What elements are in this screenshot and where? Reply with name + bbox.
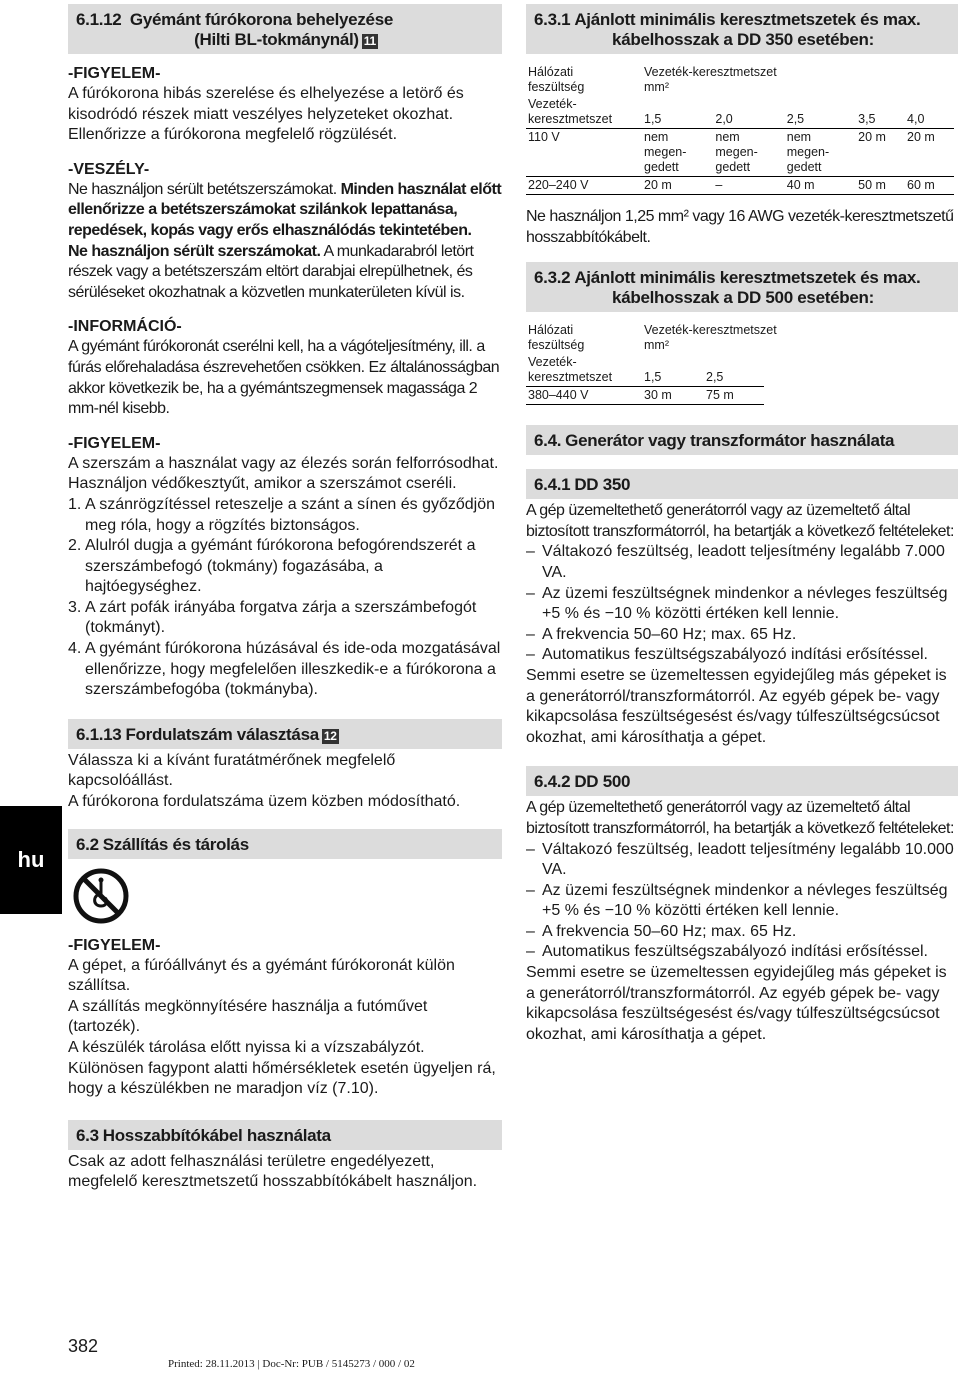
paragraph: A készülék tárolása előtt nyissa ki a vízszabályzót. Különösen fagypont alatti hőmérsékletek esetén ügyeljen rá, hogy a készülékben ne maradjon víz (7.10). — [68, 1039, 496, 1098]
cell — [526, 96, 642, 129]
danger-lead-2: Ne használjon sérült szerszámokat. — [68, 242, 321, 260]
section-number: 6.4.1 — [534, 475, 571, 495]
section-number: 6.4. — [534, 431, 562, 451]
warning-label-2: -FIGYELEM- — [68, 434, 161, 452]
section-number: 6.1.12 — [76, 10, 122, 29]
cell — [642, 129, 713, 177]
cell: 220–240 V — [526, 177, 642, 195]
danger-text-2: A munkadarabról letört részek vagy a betétszerszám eltört darabjai elrepülhetnek, és sérüléseket okozhatnak a közvetlen munkaterületen kívül is. — [68, 242, 474, 301]
list-item: – Automatikus feszültségszabályozó indítási erősítéssel. — [526, 645, 958, 666]
section-subtitle: kábelhosszak a DD 500 esetében: — [612, 288, 874, 308]
danger-emphasis-1: Minden használat előtt ellenőrizze a betétszerszámokat szilánkok lepattanása, repedések, kopás vagy erős elhasználódás tekintetében. — [68, 180, 502, 239]
cell: 40 m — [785, 177, 856, 195]
cell-text: nem — [786, 130, 812, 144]
no-crane-hook-sign-icon — [72, 867, 502, 930]
step-text: A zárt pofák irányába forgatva zárja a szerszámbefogót (tokmányt). — [85, 598, 477, 637]
section-number: 6.4.2 — [534, 772, 571, 792]
cell-text: megen- — [644, 145, 687, 159]
header-cell — [642, 322, 954, 354]
step-item — [68, 598, 502, 639]
section-number: 6.1.13 — [76, 724, 122, 744]
step-item — [68, 639, 502, 701]
cable-table-dd350 — [526, 64, 954, 195]
section-6-1-13-heading — [68, 719, 502, 749]
cell: 20 m — [905, 129, 954, 177]
header-text: feszültség — [528, 80, 585, 94]
cell: 1,5 — [642, 354, 704, 387]
cell-text: keresztmetszet — [528, 112, 613, 126]
cell-text: megen- — [786, 145, 830, 159]
section-6-4-heading — [526, 425, 958, 455]
header-text: Vezeték-keresztmetszet — [644, 65, 777, 79]
header-text: mm² — [644, 338, 669, 353]
step-item — [68, 495, 502, 536]
section-title: DD 350 — [574, 475, 631, 495]
paragraph: Semmi esetre se üzemeltessen egyidejűleg más gépeket is a generátorról/transzformátorról. Az egyéb gépek be- vagy kikapcsolása feszültségesést és/vagy túlfeszültségcsúcsot okozhat, ami károsíthatja a gépet. — [526, 666, 947, 746]
print-footer: Printed: 28.11.2013 | Doc-Nr: PUB / 5145273 / 000 / 02 — [168, 1358, 415, 1370]
list-item: – Automatikus feszültségszabályozó indítási erősítéssel. — [526, 942, 958, 963]
warning-label: -FIGYELEM- — [68, 65, 161, 82]
section-title: Ajánlott minimális keresztmetszetek és max. — [574, 268, 921, 288]
paragraph: Semmi esetre se üzemeltessen egyidejűleg más gépeket is a generátorról/transzformátorról. Az egyéb gépek be- vagy kikapcsolása feszültségesést és/vagy túlfeszültségcsúcsot okozhat, ami károsíthatja a gépet. — [526, 964, 947, 1043]
danger-paragraph-1 — [68, 180, 502, 242]
cell: 50 m — [856, 177, 905, 195]
paragraph: A gép üzemeltethető generátorról vagy az üzemeltető által biztosított transzformátorról, ha betartják a következő feltételeket: — [526, 502, 954, 540]
section-title: Szállítás és tárolás — [102, 834, 249, 854]
cable-note: Ne használjon 1,25 mm² vagy 16 AWG vezeték-keresztmetszetű hosszabbítókábelt. — [526, 208, 954, 246]
header-text: Hálózati — [528, 65, 574, 79]
section-title: Hosszabbítókábel használata — [102, 1125, 331, 1145]
section-number: 6.2 — [76, 834, 99, 854]
cell-text: nem — [715, 130, 740, 144]
cell: 1,5 — [642, 96, 713, 129]
table-header-row — [526, 322, 954, 354]
cell-text: keresztmetszet — [528, 370, 613, 385]
table-row — [526, 177, 954, 195]
cell-text: megen- — [715, 145, 758, 159]
step-text: A szánrögzítéssel reteszelje a szánt a sínen és győződjön meg róla, hogy a rögzítés biztonságos. — [85, 495, 496, 534]
table-row — [526, 96, 954, 129]
table-row — [526, 354, 954, 387]
conditions-list — [526, 542, 958, 666]
section-6-3-1-heading — [526, 4, 958, 54]
cell-text: gedett — [715, 160, 751, 174]
steps-list — [68, 495, 502, 701]
danger-lead-1: Ne használjon sérült betétszerszámokat. — [68, 180, 337, 198]
paragraph: A szállítás megkönnyítésére használja a futóművet (tartozék). — [68, 997, 428, 1036]
step-item — [68, 536, 502, 598]
figure-ref-badge: 11 — [363, 34, 376, 48]
list-item: – Váltakozó feszültség, leadott teljesítmény legalább 7.000 VA. — [526, 542, 958, 583]
section-6-3-2-heading — [526, 262, 958, 312]
header-text: Hálózati — [528, 323, 574, 338]
section-number: 6.3.1 — [534, 10, 571, 29]
info-label: -INFORMÁCIÓ- — [68, 318, 182, 336]
section-6-1-12-heading — [68, 4, 502, 54]
header-cell — [526, 64, 642, 96]
section-title: DD 500 — [574, 772, 631, 792]
step-text: Alulról dugja a gyémánt fúrókorona befogórendszerét a szerszámbefogó (tokmány) fogazásába, a hajtóegységhez. — [85, 537, 476, 596]
page-number: 382 — [68, 1336, 99, 1356]
section-number: 6.3 — [76, 1125, 99, 1145]
table-header-row — [526, 64, 954, 96]
list-item: – A frekvencia 50–60 Hz; max. 65 Hz. — [526, 625, 958, 646]
cell — [785, 129, 856, 177]
header-text: Vezeték-keresztmetszet — [644, 323, 777, 338]
warning-text-2: A szerszám a használat vagy az élezés során felforrósodhat. Használjon védőkesztyűt, amikor a szerszámot cseréli. — [68, 454, 499, 493]
paragraph: Csak az adott felhasználási területre engedélyezett, megfelelő keresztmetszetű hosszabbítókábelt használjon. — [68, 1152, 478, 1191]
language-tab — [0, 806, 62, 914]
cell: – — [713, 177, 784, 195]
section-title: Fordulatszám választása — [125, 724, 319, 744]
cell: 4,0 — [905, 96, 954, 129]
table-row — [526, 129, 954, 177]
warning-label-3: -FIGYELEM- — [68, 936, 161, 954]
list-item: – A frekvencia 50–60 Hz; max. 65 Hz. — [526, 922, 958, 943]
cell-text: gedett — [644, 160, 679, 174]
list-item: – Az üzemi feszültségnek mindenkor a névleges feszültség +5 % és −10 % közötti értéken kell lennie. — [526, 881, 958, 922]
section-subtitle: kábelhosszak a DD 350 esetében: — [612, 30, 874, 49]
cell: 380–440 V — [526, 387, 642, 405]
list-item: – Váltakozó feszültség, leadott teljesítmény legalább 10.000 VA. — [526, 840, 958, 881]
section-6-2-heading — [68, 829, 502, 859]
section-6-4-1-heading — [526, 469, 958, 499]
cell: 3,5 — [856, 96, 905, 129]
cell: 20 m — [856, 129, 905, 177]
cell: 20 m — [642, 177, 713, 195]
cell-text: Vezeték- — [528, 355, 577, 370]
danger-label: -VESZÉLY- — [68, 160, 150, 178]
step-text: A gyémánt fúrókorona húzásával és ide-oda mozgatásával ellenőrizze, hogy megfelelően illeszkedik-e a fúrókorona a szerszámbefogóba (tokmányba). — [85, 640, 501, 699]
paragraph: Válassza ki a kívánt furatátmérőnek megfelelő kapcsolóállást. — [68, 751, 396, 790]
danger-paragraph-2 — [68, 242, 502, 304]
cell-text: Vezeték- — [528, 97, 577, 111]
cell-text: gedett — [786, 160, 822, 174]
section-title: Generátor vagy transzformátor használata — [565, 431, 895, 451]
section-title: Gyémánt fúrókorona behelyezése — [129, 10, 393, 29]
cable-table-dd500 — [526, 322, 954, 405]
cell — [764, 387, 954, 405]
cell: 2,5 — [704, 354, 764, 387]
list-item: – Az üzemi feszültségnek mindenkor a névleges feszültség +5 % és −10 % közötti értéken kell lennie. — [526, 584, 958, 625]
section-subtitle-wrap — [76, 30, 496, 50]
cell: 60 m — [905, 177, 954, 195]
header-cell — [642, 64, 954, 96]
cell — [713, 129, 784, 177]
cell-text: nem — [644, 130, 669, 144]
cell: 110 V — [526, 129, 642, 177]
paragraph: A gépet, a fúróállványt és a gyémánt fúrókoronát külön szállítsa. — [68, 956, 455, 995]
header-cell — [526, 322, 642, 354]
section-6-4-2-heading — [526, 766, 958, 796]
section-6-3-heading — [68, 1120, 502, 1150]
info-text: A gyémánt fúrókoronát cserélni kell, ha a vágóteljesítmény, ill. a fúrás előrehaladása észrevehetően csökken. Ez általánosságban akkor következik be, ha a gyémántszegmensek magassága 2 mm-nél kisebb. — [68, 338, 500, 418]
section-subtitle: (Hilti BL-tokmánynál) — [194, 30, 359, 49]
language-code: hu — [17, 847, 45, 872]
step-number: 3. — [68, 598, 82, 616]
warning-text: A fúrókorona hibás szerelése és elhelyezése a letörő és kisodródó részek miatt veszélyes helyzeteket okozhat. Ellenőrizze a fúrókorona megfelelő rögzülését. — [68, 85, 464, 144]
header-text: feszültség — [528, 338, 585, 353]
section-title: Ajánlott minimális keresztmetszetek és max. — [574, 10, 921, 29]
cell: 75 m — [704, 387, 764, 405]
figure-ref-badge: 12 — [323, 728, 337, 743]
table-row — [526, 387, 954, 405]
right-column — [526, 0, 958, 1045]
paragraph: A gép üzemeltethető generátorról vagy az üzemeltető által biztosított transzformátorról, ha betartják a következő feltételeket: — [526, 799, 954, 837]
section-number: 6.3.2 — [534, 268, 571, 288]
header-text: mm² — [644, 80, 669, 94]
step-number: 4. — [68, 640, 82, 658]
cell: 2,0 — [713, 96, 784, 129]
paragraph: A fúrókorona fordulatszáma üzem közben módosítható. — [68, 793, 461, 811]
step-number: 1. — [68, 495, 82, 513]
cell: 2,5 — [785, 96, 856, 129]
step-number: 2. — [68, 537, 82, 555]
conditions-list — [526, 840, 958, 964]
left-column — [68, 0, 502, 1193]
cell — [526, 354, 642, 387]
cell — [764, 354, 954, 387]
cell: 30 m — [642, 387, 704, 405]
